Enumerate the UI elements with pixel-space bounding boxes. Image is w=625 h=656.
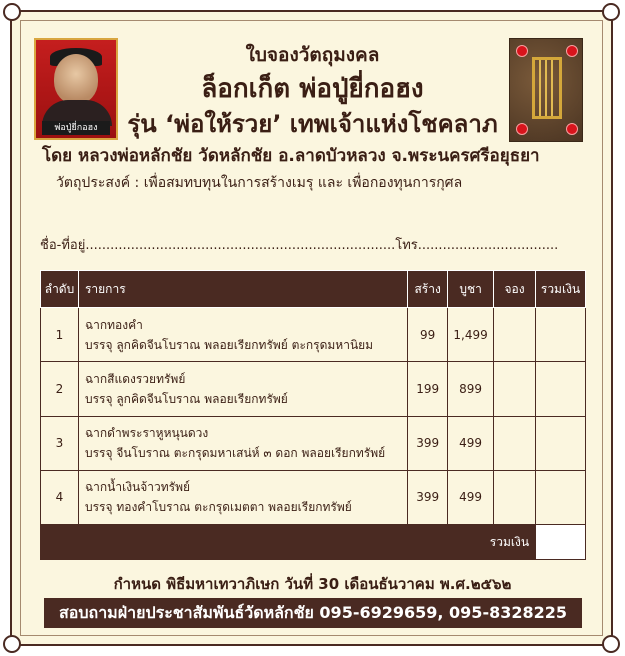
table-row [41,416,586,470]
ceremony-date: กำหนด พิธีมหาเทวาภิเษก วันที่ 30 เดือนธันวาคม พ.ศ.๒๕๖๒ [113,575,512,593]
subtotal-input-cell[interactable] [536,362,586,416]
row-made: 99 [408,308,448,362]
row-price: 1,499 [448,308,494,362]
col-header-item: รายการ [78,271,407,308]
row-no: 2 [41,362,79,416]
subtotal-input-cell[interactable] [536,470,586,524]
row-no: 4 [41,470,79,524]
col-header-reserve: จอง [494,271,536,308]
item-name: ฉากสีแดงรวยทรัพย์ [84,371,186,386]
corner-ornament [602,3,620,21]
row-made: 199 [408,362,448,416]
col-header-made: สร้าง [408,271,448,308]
table-header-row [41,271,586,308]
item-detail: บรรจุ ลูกคิดจีนโบราณ พลอยเรียกทรัพย์ ตะกรุดมหานิยม [84,337,374,352]
amulet-title: ล็อกเก็ต พ่อปู่ยี่กอฮง [201,74,424,104]
name-address-field[interactable]: ชื่อ-ที่อยู่...........................................................................โทร.................................. [40,238,559,253]
reserve-input-cell[interactable] [494,470,536,524]
grand-total-input-cell[interactable] [536,525,586,560]
reserve-input-cell[interactable] [494,362,536,416]
item-name: ฉากน้ำเงินจ้าวทรัพย์ [84,480,191,495]
purpose-line: วัตถุประสงค์ : เพื่อสมทบทุนในการสร้างเมรุ และ เพื่อกองทุนการกุศล [56,175,463,191]
by-line: โดย หลวงพ่อหลักชัย วัดหลักชัย อ.ลาดบัวหลวง จ.พระนครศรีอยุธยา [42,146,540,166]
item-detail: บรรจุ ทองคำโบราณ ตะกรุดเมตตา พลอยเรียกทรัพย์ [84,500,352,515]
reserve-input-cell[interactable] [494,308,536,362]
row-made: 399 [408,470,448,524]
portrait-caption: พ่อปู่ยี่กอฮง [42,121,110,135]
table-row [41,470,586,524]
row-item [78,362,407,416]
subtotal-input-cell[interactable] [536,416,586,470]
row-item [78,308,407,362]
subtotal-input-cell[interactable] [536,308,586,362]
row-price: 499 [448,470,494,524]
corner-ornament [3,3,21,21]
col-header-price: บูชา [448,271,494,308]
item-name: ฉากดำพระราหูหนุนดวง [84,426,209,441]
form-title: ใบจองวัตถุมงคล [245,44,380,66]
edition-title: รุ่น ‘พ่อให้รวย’ เทพเจ้าแห่งโชคลาภ [127,110,498,138]
corner-ornament [602,635,620,653]
table-row [41,362,586,416]
row-made: 399 [408,416,448,470]
item-detail: บรรจุ จีนโบราณ ตะกรุดมหาเสน่ห์ ๓ ดอก พลอยเรียกทรัพย์ [84,446,386,461]
item-detail: บรรจุ ลูกคิดจีนโบราณ พลอยเรียกทรัพย์ [84,391,288,406]
corner-ornament [3,635,21,653]
row-price: 499 [448,416,494,470]
contact-banner: สอบถามฝ่ายประชาสัมพันธ์วัดหลักชัย 095-6929659, 095-8328225 [44,598,582,628]
reserve-input-cell[interactable] [494,416,536,470]
row-item [78,470,407,524]
col-header-no: ลำดับ [41,271,79,308]
item-name: ฉากทองคำ [84,317,143,332]
total-row [41,525,586,560]
col-header-total: รวมเงิน [536,271,586,308]
total-label: รวมเงิน [41,525,536,560]
row-no: 1 [41,308,79,362]
row-price: 899 [448,362,494,416]
order-table [40,270,586,560]
row-no: 3 [41,416,79,470]
row-item [78,416,407,470]
table-row [41,308,586,362]
